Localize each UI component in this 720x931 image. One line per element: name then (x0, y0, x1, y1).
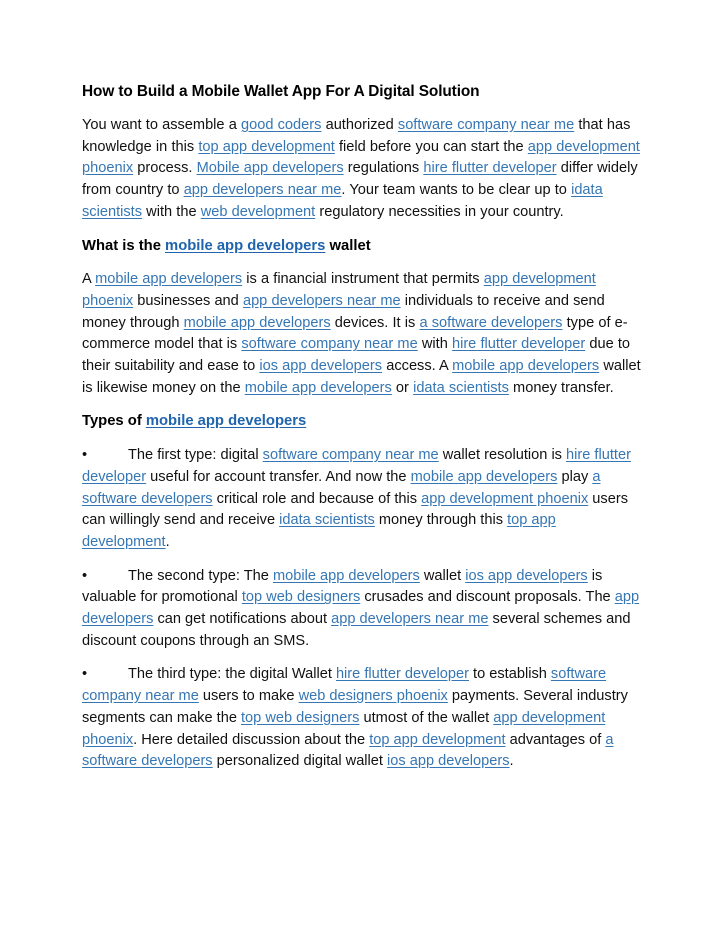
text-segment: authorized (321, 117, 398, 133)
link-mobile-app-developers[interactable]: mobile app developers (410, 468, 558, 485)
text-segment: regulatory necessities in your country. (315, 203, 564, 220)
bullet-icon: • (82, 567, 88, 584)
link-app-developers[interactable]: app developers (82, 589, 640, 628)
link-idata-scientists[interactable]: idata scientists (279, 512, 375, 529)
link-hire-flutter-developer[interactable]: hire flutter developer (82, 447, 631, 485)
link-hire-flutter-developer[interactable]: hire flutter developer (451, 336, 586, 353)
link-ios-app-developers[interactable]: ios app developers (465, 567, 588, 584)
list-item (82, 664, 642, 773)
text-segment: businesses and (133, 292, 243, 309)
link-web-designers-phoenix[interactable]: web designers phoenix (298, 688, 448, 705)
link-web-development[interactable]: web development (200, 203, 316, 220)
link-mobile-app-developers[interactable]: Mobile app developers (196, 160, 344, 177)
text-segment: devices. It is (330, 314, 420, 331)
list-item (82, 445, 642, 554)
text-segment: individuals to receive and send money through (82, 292, 605, 331)
intro-paragraph (82, 115, 642, 224)
link-ios-app-developers[interactable]: ios app developers (259, 358, 383, 375)
link-a-software-developers[interactable]: a software developers (82, 731, 614, 770)
text-segment: differ widely from country to (82, 160, 638, 199)
link-software-company-near-me[interactable]: software company near me (241, 336, 418, 353)
section-heading-types-of (82, 411, 642, 433)
text-segment: can get notifications about (153, 611, 332, 628)
page-title: How to Build a Mobile Wallet App For A Digital Solution (82, 83, 480, 100)
text-segment: The third type: the digital Wallet (128, 666, 336, 683)
text-segment: or (391, 379, 414, 396)
text-segment: users to make (198, 688, 299, 705)
link-mobile-app-developers[interactable]: mobile app developers (272, 567, 420, 584)
text-segment: is valuable for promotional (82, 567, 603, 606)
text-segment: type of e-commerce model that is (82, 314, 628, 353)
link-top-app-development[interactable]: top app development (82, 512, 556, 550)
link-app-development-phoenix[interactable]: app development phoenix (421, 490, 589, 507)
link-mobile-app-developers[interactable]: mobile app developers (183, 314, 331, 331)
text-segment: personalized digital wallet (212, 753, 388, 770)
text-segment: play (557, 468, 593, 485)
section-heading-what-is-the-wallet (82, 236, 642, 258)
heading-text-segment: What is the (82, 237, 166, 254)
definition-paragraph (82, 269, 642, 399)
text-segment: The second type: The (128, 567, 273, 584)
text-segment: access. A (382, 358, 453, 375)
text-segment: money transfer. (508, 379, 614, 396)
link-app-development-phoenix[interactable]: app development phoenix (82, 138, 640, 177)
link-ios-app-developers[interactable]: ios app developers (387, 753, 510, 770)
link-top-app-development[interactable]: top app development (369, 731, 506, 748)
document-content (82, 82, 642, 785)
link-hire-flutter-developer[interactable]: hire flutter developer (335, 666, 469, 683)
text-segment: A (82, 271, 96, 288)
text-segment: due to their suitability and ease to (82, 336, 631, 375)
link-software-company-near-me[interactable]: software company near me (262, 447, 439, 464)
text-segment: crusades and discount proposals. The (360, 589, 615, 606)
text-segment: The first type: digital (128, 447, 263, 464)
text-segment: with the (142, 203, 201, 220)
link-app-developers-near-me[interactable]: app developers near me (331, 611, 489, 628)
link-app-development-phoenix[interactable]: app development phoenix (82, 271, 596, 309)
link-app-developers-near-me[interactable]: app developers near me (183, 182, 342, 199)
text-segment: . (165, 533, 170, 550)
text-segment: is a financial instrument that permits (242, 271, 484, 288)
link-software-company-near-me[interactable]: software company near me (82, 666, 607, 705)
heading-text-segment: wallet (325, 237, 371, 254)
text-segment: You want to assemble a (82, 117, 241, 133)
text-segment: several schemes and discount coupons through an SMS. (82, 611, 631, 649)
heading-text-segment: Types of (82, 413, 146, 430)
link-mobile-app-developers[interactable]: mobile app developers (244, 379, 392, 396)
text-segment: wallet is likewise money on the (82, 358, 641, 396)
link-app-development-phoenix[interactable]: app development phoenix (82, 709, 606, 748)
bullet-icon: • (82, 447, 88, 464)
link-a-software-developers[interactable]: a software developers (82, 468, 601, 507)
text-segment: money through this (374, 512, 508, 529)
link-app-developers-near-me[interactable]: app developers near me (242, 292, 401, 309)
link-a-software-developers[interactable]: a software developers (419, 314, 563, 331)
text-segment: . (509, 753, 514, 770)
text-segment: critical role and because of this (212, 490, 422, 507)
link-mobile-app-developers[interactable]: mobile app developers (145, 413, 307, 430)
text-segment: with (417, 336, 452, 353)
link-software-company-near-me[interactable]: software company near me (397, 117, 575, 133)
text-segment: payments. Several industry segments can make the (82, 688, 628, 726)
link-idata-scientists[interactable]: idata scientists (82, 182, 603, 220)
text-segment: process. (133, 160, 197, 177)
link-top-web-designers[interactable]: top web designers (241, 709, 360, 726)
link-mobile-app-developers[interactable]: mobile app developers (165, 237, 326, 254)
text-segment: . Here detailed discussion about the (133, 731, 370, 748)
text-segment: that has knowledge in this (82, 117, 631, 155)
list-item (82, 566, 642, 653)
link-mobile-app-developers[interactable]: mobile app developers (95, 271, 243, 288)
text-segment: users can willingly send and receive (82, 490, 628, 529)
text-segment: to establish (468, 666, 551, 683)
text-segment: regulations (343, 160, 424, 177)
text-segment: wallet resolution is (438, 447, 567, 464)
text-segment: wallet (419, 567, 466, 584)
text-segment: useful for account transfer. And now the (146, 468, 411, 485)
link-idata-scientists[interactable]: idata scientists (413, 379, 509, 396)
link-good-coders[interactable]: good coders (240, 117, 322, 133)
link-mobile-app-developers[interactable]: mobile app developers (452, 358, 600, 375)
bullet-icon: • (82, 666, 88, 683)
text-segment: . Your team wants to be clear up to (341, 182, 572, 199)
text-segment: field before you can start the (334, 138, 528, 155)
text-segment: utmost of the wallet (359, 709, 494, 726)
link-top-app-development[interactable]: top app development (198, 138, 335, 155)
link-hire-flutter-developer[interactable]: hire flutter developer (423, 160, 557, 177)
link-top-web-designers[interactable]: top web designers (241, 589, 361, 606)
text-segment: advantages of (505, 731, 606, 748)
